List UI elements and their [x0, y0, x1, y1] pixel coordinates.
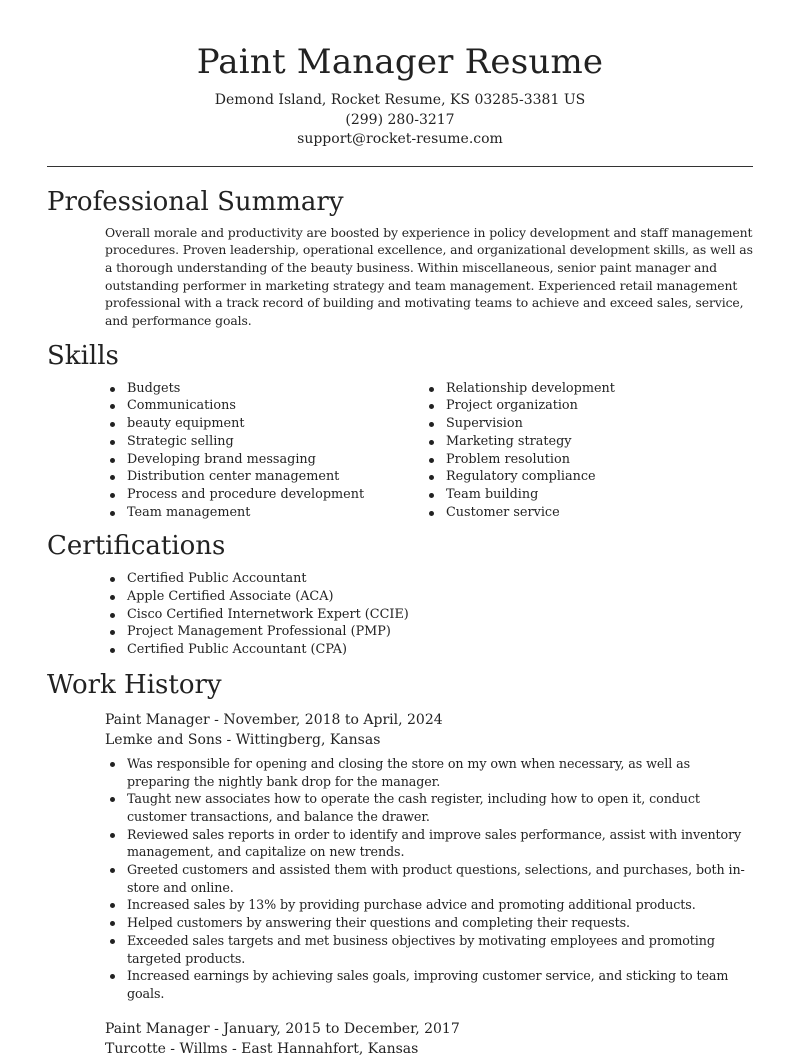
list-item: Cisco Certified Internetwork Expert (CCIE) [105, 606, 753, 624]
job-company: Turcotte - Willms [105, 1040, 228, 1057]
job-duties-list [105, 755, 753, 1003]
list-item: Marketing strategy [424, 433, 743, 451]
resume-title: Paint Manager Resume [196, 42, 604, 82]
list-item: Distribution center management [105, 468, 424, 486]
list-item: Greeted customers and assisted them with product questions, selections, and purchases, both in-store and online. [105, 861, 753, 896]
contact-block [47, 91, 753, 150]
summary-heading: Professional Summary [47, 186, 344, 217]
job-title-line [105, 1019, 753, 1039]
list-item: Developing brand messaging [105, 451, 424, 469]
list-item: Team building [424, 486, 743, 504]
separator: - [222, 731, 236, 748]
certifications-section [47, 530, 753, 659]
list-item: Team management [105, 504, 424, 522]
list-item: Helped customers by answering their questions and completing their requests. [105, 914, 753, 932]
list-item: Process and procedure development [105, 486, 424, 504]
certifications-list [105, 570, 753, 659]
skills-section [47, 340, 753, 522]
list-item: Project Management Professional (PMP) [105, 623, 753, 641]
separator: - [209, 1020, 224, 1037]
summary-section [47, 186, 753, 330]
skills-right-list [424, 380, 743, 522]
summary-text: Overall morale and productivity are boosted by experience in policy development and staff management procedures. Proven leadership, operational excellence, and organizational development skills, as well as a thorough understanding of the beauty business. Within miscellaneous, senior paint manager and outstanding performer in marketing strategy and team management. Experienced retail management professional with a track record of building and motivating teams to achieve and exceed sales, service, and performance goals. [105, 224, 753, 329]
job-company-line [105, 1039, 753, 1059]
list-item: Communications [105, 397, 424, 415]
list-item: Certified Public Accountant [105, 570, 753, 588]
list-item: beauty equipment [105, 415, 424, 433]
list-item: Regulatory compliance [424, 468, 743, 486]
job-location: East Hannahfort, Kansas [241, 1040, 419, 1057]
list-item: Strategic selling [105, 433, 424, 451]
resume-page [47, 0, 753, 1059]
job-location: Wittingberg, Kansas [235, 731, 381, 748]
skills-heading: Skills [47, 340, 119, 371]
list-item: Customer service [424, 504, 743, 522]
list-item: Taught new associates how to operate the cash register, including how to open it, conduct customer transactions, and balance the drawer. [105, 790, 753, 825]
list-item: Budgets [105, 380, 424, 398]
job-entry [105, 710, 753, 1003]
skills-left-list [105, 380, 424, 522]
list-item: Apple Certified Associate (ACA) [105, 588, 753, 606]
work-history-section [47, 669, 753, 1059]
job-company-line [105, 730, 753, 750]
list-item: Relationship development [424, 380, 743, 398]
list-item: Reviewed sales reports in order to identify and improve sales performance, assist with inventory management, and capitalize on new trends. [105, 826, 753, 861]
list-item: Exceeded sales targets and met business objectives by motivating employees and promoting targeted products. [105, 932, 753, 967]
certifications-heading: Certifications [47, 531, 226, 562]
skills-grid [105, 380, 753, 522]
job-role: Paint Manager [105, 711, 210, 728]
job-entry [105, 1019, 753, 1059]
job-company: Lemke and Sons [105, 731, 223, 748]
job-title-line [105, 710, 753, 730]
list-item: Was responsible for opening and closing the store on my own when necessary, as well as preparing the nightly bank drop for the manager. [105, 755, 753, 790]
job-dates: November, 2018 to April, 2024 [223, 711, 443, 728]
header-divider [47, 166, 753, 167]
list-item: Problem resolution [424, 451, 743, 469]
list-item: Increased sales by 13% by providing purchase advice and promoting additional products. [105, 896, 753, 914]
list-item: Supervision [424, 415, 743, 433]
contact-email: support@rocket-resume.com [297, 131, 503, 147]
contact-phone: (299) 280-3217 [345, 111, 455, 128]
job-dates: January, 2015 to December, 2017 [223, 1020, 460, 1037]
separator: - [209, 711, 224, 728]
contact-address: Demond Island, Rocket Resume, KS 03285-3381 US [214, 92, 586, 108]
list-item: Project organization [424, 397, 743, 415]
list-item: Increased earnings by achieving sales goals, improving customer service, and sticking to team goals. [105, 967, 753, 1002]
list-item: Certified Public Accountant (CPA) [105, 641, 753, 659]
job-role: Paint Manager [105, 1020, 210, 1037]
separator: - [227, 1040, 242, 1057]
work-history-heading: Work History [47, 669, 222, 700]
